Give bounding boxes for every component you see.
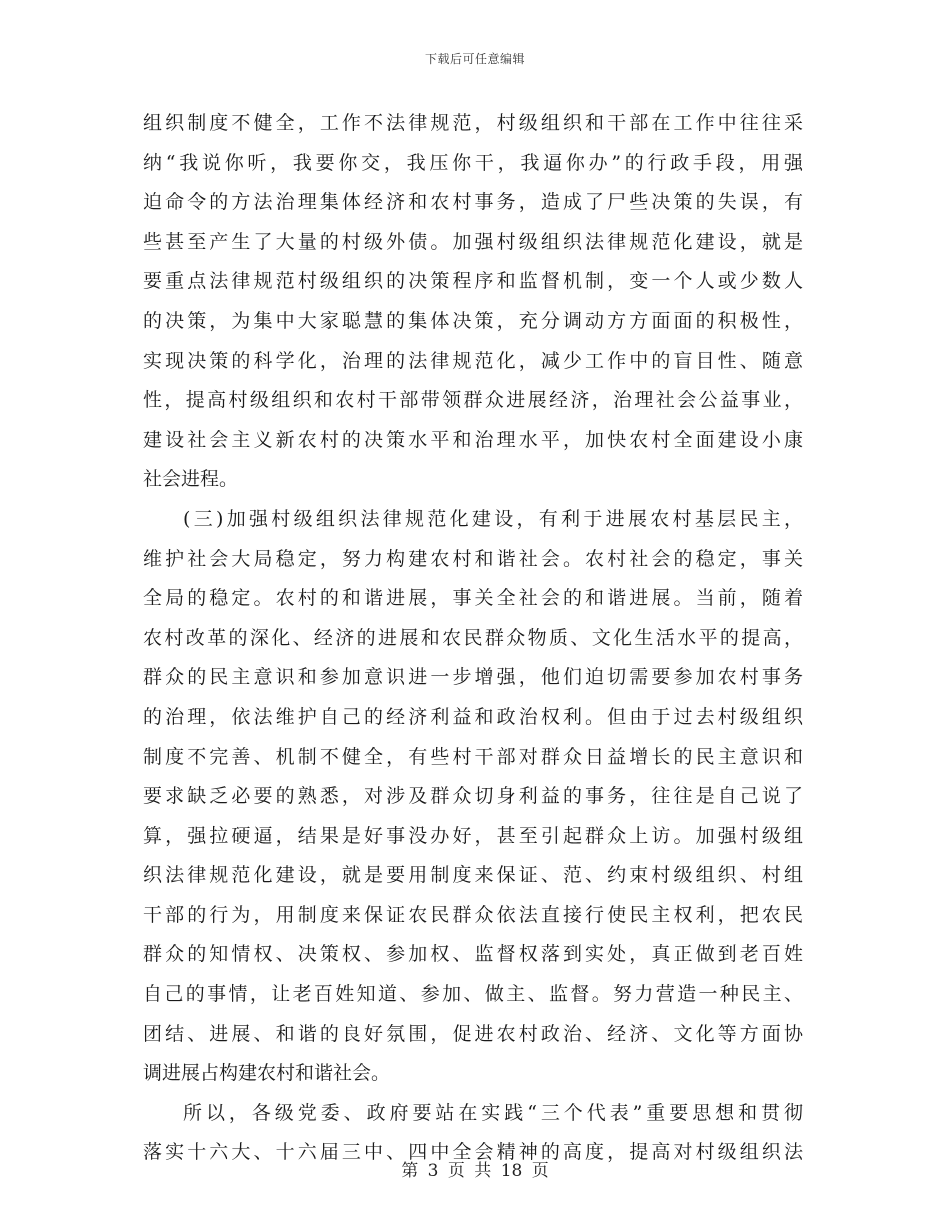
text-line: 迫命令的方法治理集体经济和农村事务，造成了尸些决策的失误，有 xyxy=(143,191,803,214)
text-line: 自己的事情，让老百姓知道、参加、做主、监督。努力营造一种民主、 xyxy=(143,983,803,1006)
text-line: 算，强拉硬逼，结果是好事没办好，甚至引起群众上访。加强村级组 xyxy=(143,824,803,847)
text-line: 团结、进展、和谐的良好氛围，促进农村政治、经济、文化等方面协 xyxy=(143,1022,803,1045)
text-line: 性，提高村级组织和农村干部带领群众进展经济，治理社会公益事业， xyxy=(143,389,803,412)
document-body xyxy=(143,104,803,1173)
text-line: 织法律规范化建设，就是要用制度来保证、范、约束村级组织、村组 xyxy=(143,864,803,887)
text-line: 纳“我说你听，我要你交，我压你干，我逼你办”的行政手段，用强 xyxy=(143,151,803,174)
text-line: 的决策，为集中大家聪慧的集体决策，充分调动方方面面的积极性， xyxy=(143,309,803,332)
text-line: 要重点法律规范村级组织的决策程序和监督机制，变一个人或少数人 xyxy=(143,270,803,293)
text-line: 社会进程。 xyxy=(143,468,239,491)
text-line: (三)加强村级组织法律规范化建设，有利于进展农村基层民主， xyxy=(183,507,803,530)
text-line: 所以，各级党委、政府要站在实践“三个代表”重要思想和贯彻 xyxy=(183,1101,803,1124)
text-line: 的治理，依法维护自己的经济利益和政治权利。但由于过去村级组织 xyxy=(143,705,803,728)
page-number-footer: 第 3 页 共 18 页 xyxy=(401,1161,549,1181)
text-line: 全局的稳定。农村的和谐进展，事关全社会的和谐进展。当前，随着 xyxy=(143,587,803,610)
text-line: 实现决策的科学化，治理的法律规范化，减少工作中的盲目性、随意 xyxy=(143,349,803,372)
text-line: 落实十六大、十六届三中、四中全会精神的高度，提高对村级组织法 xyxy=(143,1141,803,1164)
text-line: 要求缺乏必要的熟悉，对涉及群众切身利益的事务，往往是自己说了 xyxy=(143,785,803,808)
text-line: 组织制度不健全，工作不法律规范，村级组织和干部在工作中往往采 xyxy=(143,112,803,134)
text-line: 群众的民主意识和参加意识进一步增强，他们迫切需要参加农村事务 xyxy=(143,666,803,689)
text-line: 些甚至产生了大量的村级外债。加强村级组织法律规范化建设，就是 xyxy=(143,230,803,253)
text-line: 建设社会主义新农村的决策水平和治理水平，加快农村全面建设小康 xyxy=(143,428,803,451)
paragraph xyxy=(143,500,803,1094)
text-line: 农村改革的深化、经济的进展和农民群众物质、文化生活水平的提高， xyxy=(143,626,803,649)
text-line: 干部的行为，用制度来保证农民群众依法直接行使民主权利，把农民 xyxy=(143,903,803,926)
paragraph xyxy=(143,104,803,500)
text-line: 调进展占构建农村和谐社会。 xyxy=(143,1062,391,1085)
text-line: 制度不完善、机制不健全，有些村干部对群众日益增长的民主意识和 xyxy=(143,745,803,768)
text-line: 维护社会大局稳定，努力构建农村和谐社会。农村社会的稳定，事关 xyxy=(143,547,803,570)
text-line: 群众的知情权、决策权、参加权、监督权落到实处，真正做到老百姓 xyxy=(143,943,803,966)
page-header: 下载后可任意编辑 xyxy=(424,52,525,66)
